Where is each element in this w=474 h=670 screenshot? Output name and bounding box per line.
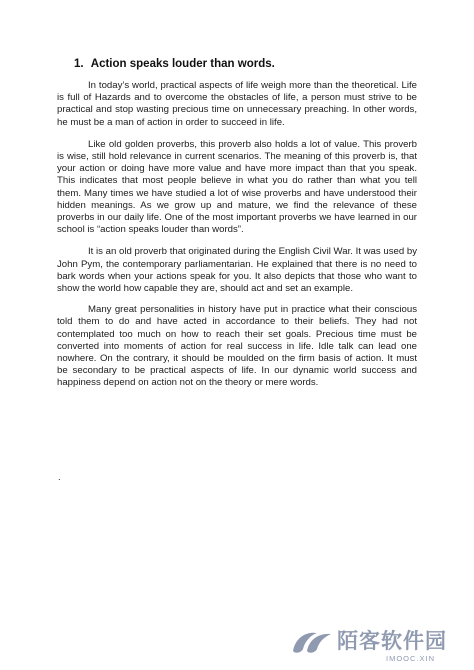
heading-number: 1. — [74, 58, 84, 70]
double-leaf-logo-icon — [289, 627, 337, 655]
document-body — [57, 80, 417, 400]
trailing-dot: . — [58, 472, 61, 483]
watermark-subtext: IMOOC.XIN — [386, 654, 436, 663]
watermark — [289, 625, 459, 665]
watermark-text: 陌客软件园 — [337, 628, 447, 653]
section-heading — [74, 58, 275, 70]
paragraph-2: Like old golden proverbs, this proverb also holds a lot of value. This proverb is wise, still hold relevance in current scenarios. The meaning of this proverb is, that your action or doing have more value and have more impact than that you speak. This indicates that most people believe in what you do rather than what you tell them. Many times we have studied a lot of wise proverbs and have understood their hidden meanings. As we grow up and mature, we find the relevance of these proverbs in our daily life. One of the most important proverbs we have learned in our school is “action speaks louder than words”. — [57, 138, 417, 236]
paragraph-3: It is an old proverb that originated during the English Civil War. It was used by John Pym, the contemporary parliamentarian. He explained that there is no need to bark words when your actions speak for you. It also depicts that those who want to show the world how capable they are, should act and set an example. — [57, 246, 417, 295]
paragraph-4: Many great personalities in history have put in practice what their conscious told them to do and have acted in accordance to their beliefs. They had not contemplated too much on how to reach their set goals. Precious time must be converted into moments of action for real success in life. Idle talk can lead one nowhere. On the contrary, it should be moulded on the firm basis of action. It must be secondary to be practical aspects of life. In our dynamic world success and happiness depend on action not on the theory or mere words. — [57, 304, 417, 389]
paragraph-1: In today’s world, practical aspects of life weigh more than the theoretical. Life is full of Hazards and to overcome the obstacles of life, a person must strive to be practical and stop wasting precious time on unnecessary preaching. In other words, he must be a man of action in order to succeed in life. — [57, 80, 417, 128]
heading-text: Action speaks louder than words. — [90, 58, 275, 70]
